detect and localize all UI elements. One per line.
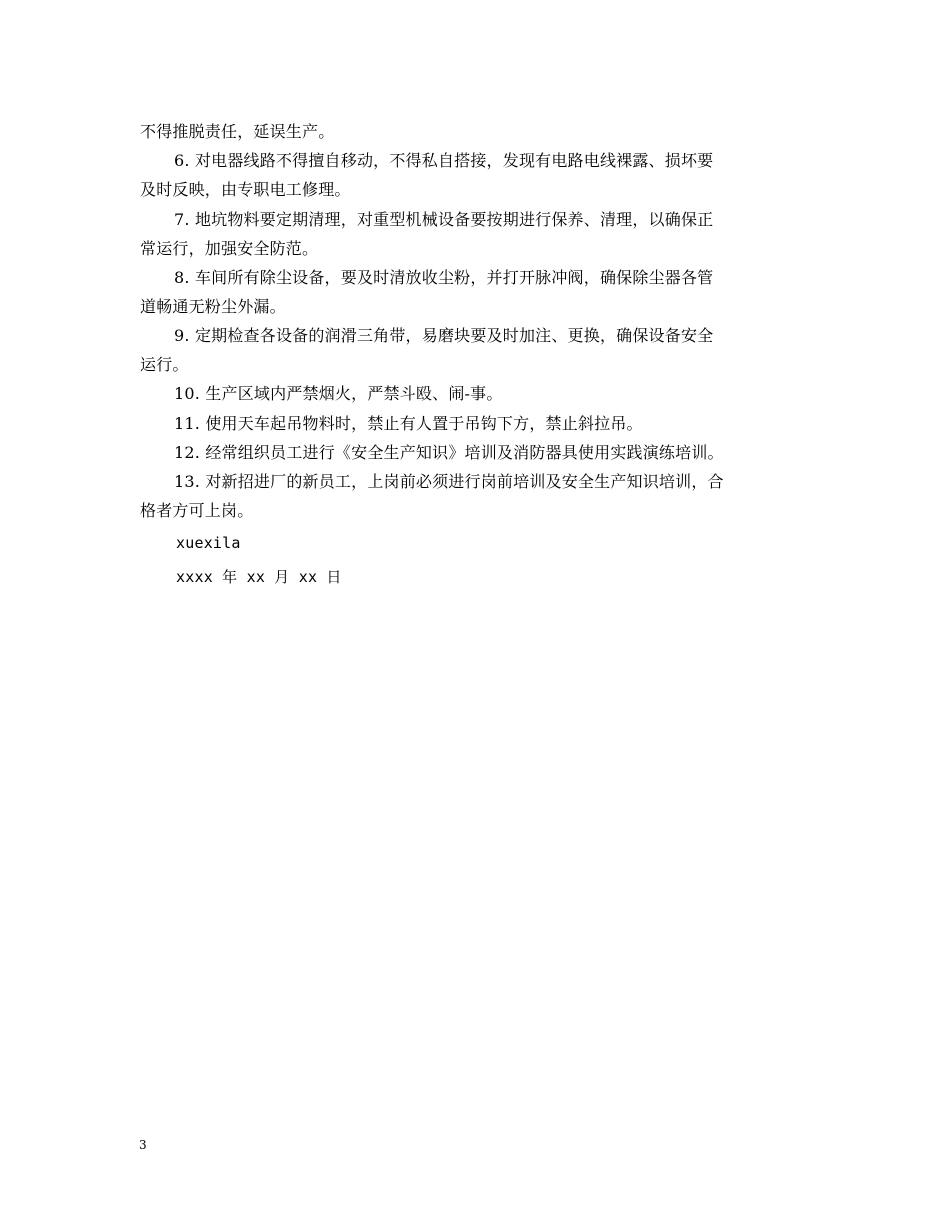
text-line: 8. 车间所有除尘设备，要及时清放收尘粉，并打开脉冲阀，确保除尘器各管 (174, 267, 714, 287)
text-line: 9. 定期检查各设备的润滑三角带，易磨块要及时加注、更换，确保设备安全 (174, 326, 714, 346)
paragraph-item-13 (140, 467, 810, 525)
text-line: 7. 地坑物料要定期清理，对重型机械设备要按期进行保养、清理，以确保正 (174, 209, 714, 229)
text-line: 6. 对电器线路不得擅自移动，不得私自搭接，发现有电路电线裸露、损坏要 (174, 151, 714, 171)
paragraph-item-9 (140, 321, 810, 379)
document-body (140, 117, 810, 594)
text-line: 常运行，加强安全防范。 (140, 238, 319, 258)
text-line: 不得推脱责任，延误生产。 (140, 122, 335, 141)
paragraph-item-12 (140, 438, 810, 467)
paragraph-item-8 (140, 263, 810, 321)
text-line: 10. 生产区域内严禁烟火，严禁斗殴、闹-事。 (174, 384, 503, 404)
text-line: 13. 对新招进厂的新员工，上岗前必须进行岗前培训及安全生产知识培训，合 (174, 472, 724, 492)
page-number: 3 (139, 1138, 147, 1152)
text-line: 格者方可上岗。 (140, 501, 254, 521)
text-line: 12. 经常组织员工进行《安全生产知识》培训及消防器具使用实践演练培训。 (174, 443, 724, 463)
text-line: 道畅通无粉尘外漏。 (140, 296, 286, 316)
paragraph-item-10 (140, 379, 810, 408)
text-line: 11. 使用天车起吊物料时，禁止有人置于吊钩下方，禁止斜拉吊。 (174, 413, 643, 433)
text-line: 及时反映，由专职电工修理。 (140, 180, 351, 200)
signature: xuexila (176, 533, 241, 552)
paragraph-item-7 (140, 205, 810, 263)
paragraph-item-6 (140, 146, 810, 204)
document-date: xxxx 年 xx 月 xx 日 (176, 567, 342, 586)
paragraph-item-11 (140, 409, 810, 438)
text-line: 运行。 (140, 355, 189, 375)
paragraph-continuation (140, 117, 810, 146)
